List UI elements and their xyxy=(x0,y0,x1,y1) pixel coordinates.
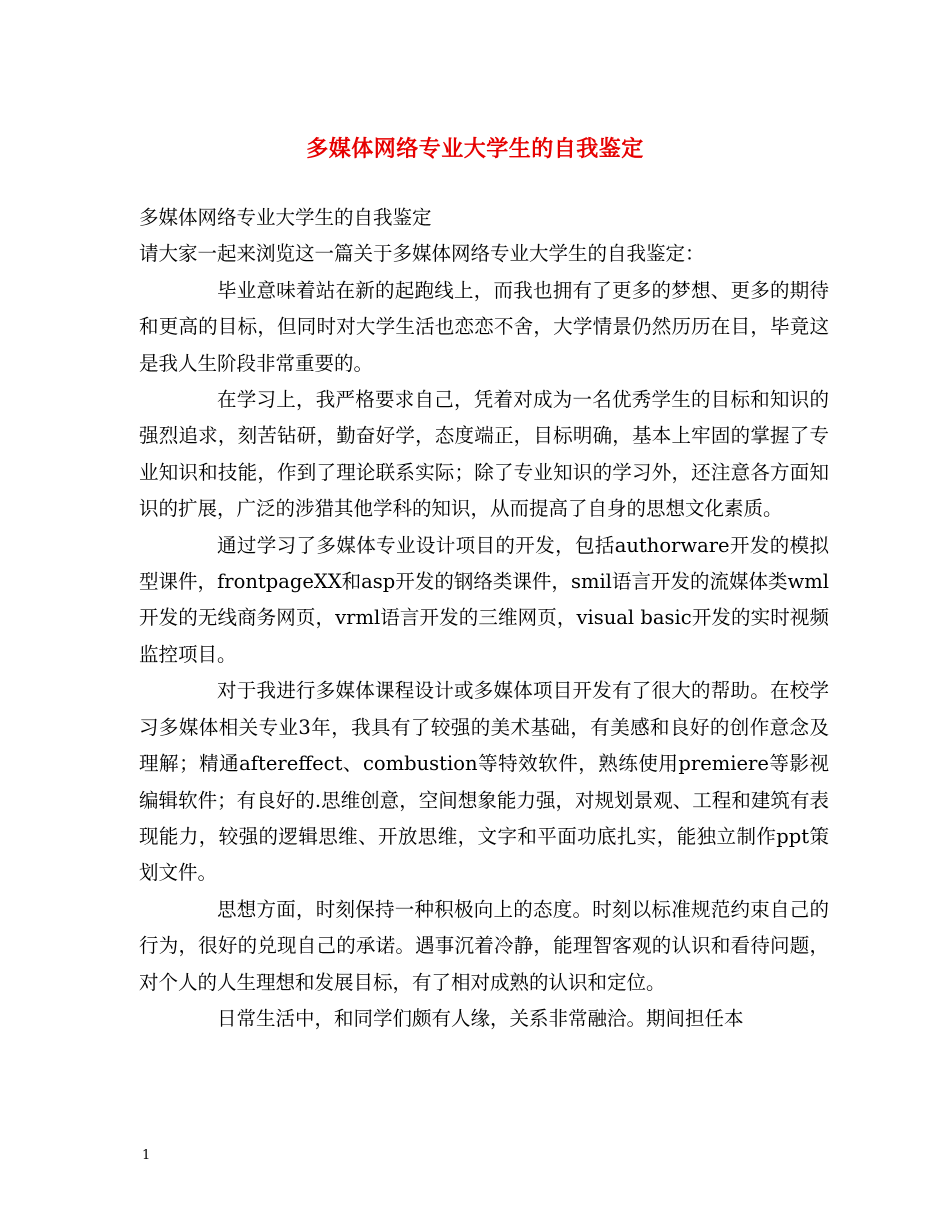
document-title: 多媒体网络专业大学生的自我鉴定 xyxy=(306,136,644,162)
paragraph-thoughts: 思想方面，时刻保持一种积极向上的态度。时刻以标准规范约束自己的行为，很好的兑现自己的承诺。遇事沉着冷静，能理智客观的认识和看待问题，对个人的人生理想和发展目标，有了相对成熟的认识和定位。 xyxy=(139,897,829,994)
paragraph-graduation: 毕业意味着站在新的起跑线上，而我也拥有了更多的梦想、更多的期待和更高的目标，但同时对大学生活也恋恋不舍，大学情景仍然历历在目，毕竟这是我人生阶段非常重要的。 xyxy=(139,278,829,375)
paragraph-daily-life: 日常生活中，和同学们颇有人缘，关系非常融洽。期间担任本 xyxy=(217,1006,744,1030)
document-body xyxy=(139,200,829,1037)
paragraph-intro: 请大家一起来浏览这一篇关于多媒体网络专业大学生的自我鉴定： xyxy=(139,242,705,266)
paragraph-skills: 对于我进行多媒体课程设计或多媒体项目开发有了很大的帮助。在校学习多媒体相关专业3年，我具有了较强的美术基础，有美感和良好的创作意念及理解；精通aftereffect、combustion等特效软件，熟练使用premiere等影视编辑软件；有良好的.思维创意，空间想象能力强，对规划景观、工程和建筑有表现能力，较强的逻辑思维、开放思维，文字和平面功底扎实，能独立制作ppt策划文件。 xyxy=(139,679,829,885)
paragraph-heading: 多媒体网络专业大学生的自我鉴定 xyxy=(139,206,432,229)
paragraph-projects: 通过学习了多媒体专业设计项目的开发，包括authorware开发的模拟型课件，frontpageXX和asp开发的钢络类课件，smil语言开发的流媒体类wml开发的无线商务网页，vrml语言开发的三维网页，visual basic开发的实时视频监控项目。 xyxy=(139,533,829,666)
page-number: 1 xyxy=(142,1148,151,1163)
paragraph-study: 在学习上，我严格要求自己，凭着对成为一名优秀学生的目标和知识的强烈追求，刻苦钻研，勤奋好学，态度端正，目标明确，基本上牢固的掌握了专业知识和技能，作到了理论联系实际；除了专业知识的学习外，还注意各方面知识的扩展，广泛的涉猎其他学科的知识，从而提高了自身的思想文化素质。 xyxy=(139,388,829,521)
